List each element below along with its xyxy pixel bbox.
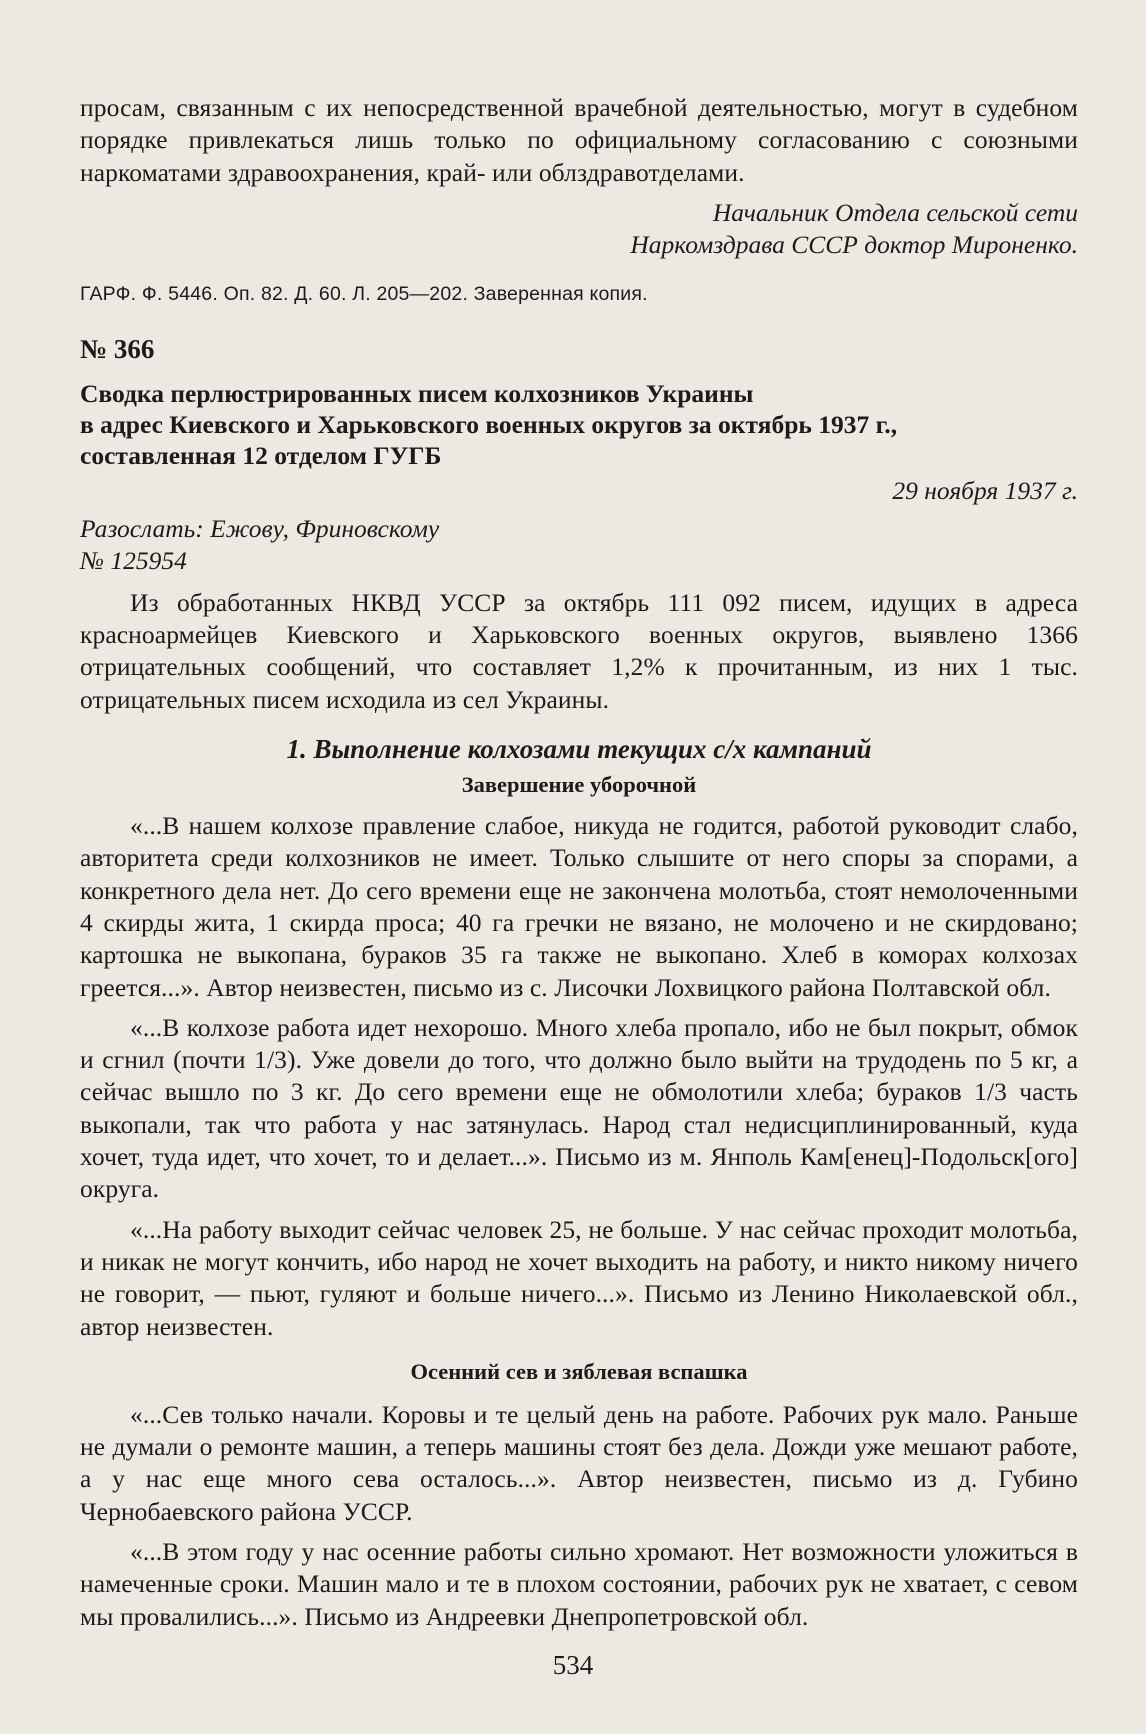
top-paragraph: просам, связанным с их непосредственной врачебной деятельностью, могут в судебном порядке привлекаться лишь только по официальному согласованию с союзными наркоматами здравоохранения, край- или облздравотделами. — [80, 93, 1078, 187]
letter-paragraph: «...В этом году у нас осенние работы сильно хромают. Нет возможности уложиться в намеченные сроки. Машин мало и те в плохом состоянии, рабочих рук не хватает, с севом мы провалились...». Письмо из Андреевки Днепропетровской обл. — [80, 1537, 1078, 1631]
signature-line-1: Начальник Отдела сельской сети — [712, 197, 1078, 227]
letter-paragraph: «...На работу выходит сейчас человек 25, не больше. У нас сейчас проходит молотьба, и никак не могут кончить, ибо народ не хочет выходить на работу, и никто никому ничего не говорит, — пьют, гуляют и больше ничего...». Письмо из Ленино Николаевской обл., автор неизвестен. — [80, 1214, 1078, 1341]
document-page — [80, 92, 1078, 1633]
signature-line-2: Наркомздрава СССР доктор Мироненко. — [630, 229, 1078, 259]
archive-reference: ГАРФ. Ф. 5446. Оп. 82. Д. 60. Л. 205—202. Заверенная копия. — [80, 282, 648, 305]
signature-block — [80, 197, 1078, 261]
letter-paragraph: «...В нашем колхозе правление слабое, никуда не годится, работой руководит слабо, авторитета среди колхозников не имеет. Только слышите от него споры за спорами, а конкретного дела нет. До сего времени еще не закончена молотьба, стоят немолоченными 4 скирды жита, 1 скирда проса; 40 га гречки не вязано, не молочено и не скирдовано; картошка не выкопана, бураков 35 га также не выкопано. Хлеб в коморах колхозах греется...». Автор неизвестен, письмо из с. Лисочки Лохвицкого района Полтавской обл. — [80, 811, 1078, 1002]
registration-number: № 125954 — [80, 545, 187, 575]
document-date: 29 ноября 1937 г. — [892, 475, 1078, 505]
distribution-note: Разослать: Ежову, Фриновскому — [80, 513, 440, 543]
document-title — [80, 378, 1078, 471]
intro-paragraph: Из обработанных НКВД УССР за октябрь 111 092 писем, идущих в адреса красноармейцев Киевского и Харьковского военных округов, выявлено 1366 отрицательных сообщений, что составляет 1,2% к прочитанным, из них 1 тыс. отрицательных писем исходила из сел Украины. — [80, 587, 1078, 714]
letter-paragraph: «...Сев только начали. Коровы и те целый день на работе. Рабочих рук мало. Раньше не думали о ремонте машин, а теперь машины стоят без дела. Дожди уже мешают работе, а у нас еще много сева осталось...». Автор неизвестен, письмо из д. Губино Чернобаевского района УССР. — [80, 1399, 1078, 1526]
document-title-line-2: в адрес Киевского и Харьковского военных округов за октябрь 1937 г., — [80, 409, 898, 439]
subsection-heading-sowing: Осенний сев и зяблевая вспашка — [410, 1358, 748, 1384]
document-title-line-1: Сводка перлюстрированных писем колхозников Украины — [80, 378, 754, 408]
document-title-line-3: составленная 12 отделом ГУГБ — [80, 440, 442, 470]
subsection-heading-harvest: Завершение уборочной — [461, 772, 697, 798]
section-heading: 1. Выполнение колхозами текущих с/х кампаний — [286, 734, 872, 765]
page-number: 534 — [552, 1650, 594, 1680]
document-number: № 366 — [80, 333, 155, 364]
letter-paragraph: «...В колхозе работа идет нехорошо. Много хлеба пропало, ибо не был покрыт, обмок и сгнил (почти 1/3). Уже довели до того, что должно было выйти на трудодень по 5 кг, а сейчас вышло по 3 кг. До сего времени еще не обмолотили хлеба; бураков 1/3 часть выкопали, так что работа у нас затянулась. Народ стал недисциплинированный, куда хочет, туда идет, что хочет, то и делает...». Письмо из м. Янполь Кам[енец]-Подольск[ого] округа. — [80, 1012, 1078, 1204]
